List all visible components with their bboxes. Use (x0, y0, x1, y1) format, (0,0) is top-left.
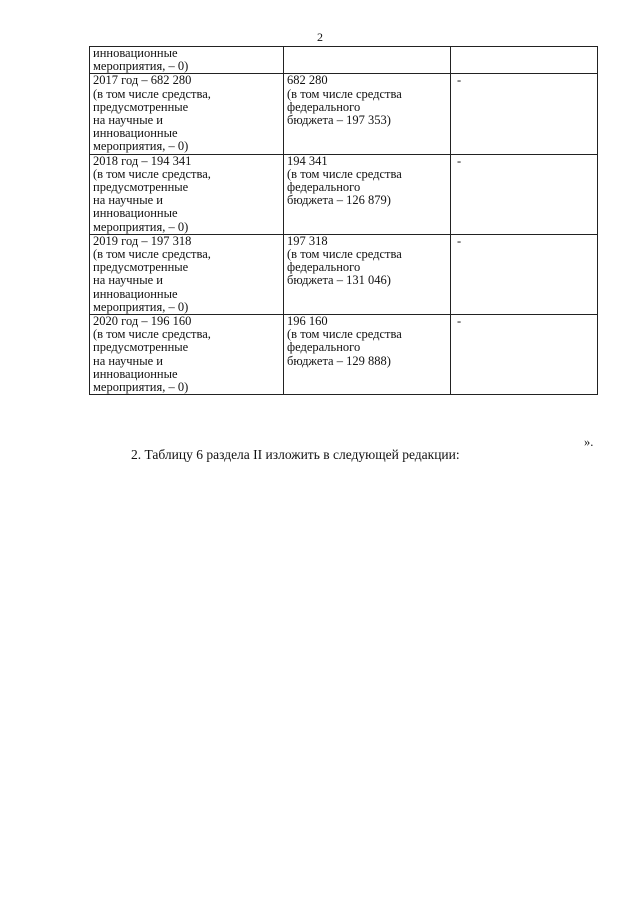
cell-dash: - (457, 233, 462, 248)
table-row (90, 74, 598, 154)
cell-line: предусмотренные (93, 99, 189, 114)
cell-line: 2019 год – 197 318 (93, 233, 192, 248)
year-total-cell (90, 74, 284, 154)
cell-line: на научные и (93, 193, 163, 208)
table-row (90, 234, 598, 314)
cell-line: инновационные (93, 126, 178, 141)
cell-line: бюджета – 126 879) (287, 193, 391, 208)
year-total-cell (90, 154, 284, 234)
cell-line: мероприятия, – 0) (93, 59, 189, 74)
cell-dash: - (457, 73, 462, 88)
cell-line: мероприятия, – 0) (93, 299, 189, 314)
cell-line: 196 160 (287, 314, 328, 329)
cell-line: предусмотренные (93, 180, 189, 195)
federal-budget-cell (284, 234, 451, 314)
cell-line: 194 341 (287, 153, 328, 168)
cell-line: мероприятия, – 0) (93, 139, 189, 154)
cell-line: на научные и (93, 113, 163, 128)
year-total-cell (90, 47, 284, 74)
cell-line: инновационные (93, 46, 178, 60)
other-source-cell (451, 74, 598, 154)
other-source-cell (451, 234, 598, 314)
cell-line: 2017 год – 682 280 (93, 73, 192, 88)
cell-line: 197 318 (287, 233, 328, 248)
cell-line: 2018 год – 194 341 (93, 153, 192, 168)
cell-line: бюджета – 131 046) (287, 273, 391, 288)
other-source-cell (451, 315, 598, 395)
cell-line: (в том числе средства (287, 327, 402, 342)
table-row (90, 154, 598, 234)
closing-quote: ». (584, 435, 594, 449)
cell-line: на научные и (93, 273, 163, 288)
cell-dash: - (457, 314, 462, 329)
cell-line: (в том числе средства, (93, 86, 211, 101)
cell-line: бюджета – 129 888) (287, 353, 391, 368)
cell-line: инновационные (93, 206, 178, 221)
cell-line: на научные и (93, 353, 163, 368)
federal-budget-cell (284, 74, 451, 154)
other-source-cell (451, 47, 598, 74)
cell-line: инновационные (93, 286, 178, 301)
cell-line: бюджета – 197 353) (287, 113, 391, 128)
page-number: 2 (317, 30, 323, 44)
instruction-paragraph: 2. Таблицу 6 раздела II изложить в следующей редакции: (131, 447, 460, 462)
federal-budget-cell (284, 315, 451, 395)
table-row (90, 315, 598, 395)
cell-line: предусмотренные (93, 340, 189, 355)
other-source-cell (451, 154, 598, 234)
cell-line: 2020 год – 196 160 (93, 314, 192, 329)
cell-line: федерального (287, 99, 361, 114)
cell-line: (в том числе средства, (93, 166, 211, 181)
cell-line: (в том числе средства (287, 86, 402, 101)
cell-line: (в том числе средства, (93, 327, 211, 342)
cell-line: федерального (287, 340, 361, 355)
year-total-cell (90, 315, 284, 395)
cell-line: предусмотренные (93, 260, 189, 275)
budget-table (89, 46, 598, 395)
cell-line: (в том числе средства (287, 247, 402, 262)
cell-line: мероприятия, – 0) (93, 219, 189, 234)
cell-line: федерального (287, 260, 361, 275)
table-row (90, 47, 598, 74)
cell-line: федерального (287, 180, 361, 195)
federal-budget-cell (284, 154, 451, 234)
budget-table-body (90, 47, 598, 395)
cell-line: 682 280 (287, 73, 328, 88)
cell-line: (в том числе средства (287, 166, 402, 181)
cell-line: мероприятия, – 0) (93, 380, 189, 395)
federal-budget-cell (284, 47, 451, 74)
cell-line: (в том числе средства, (93, 247, 211, 262)
cell-line: инновационные (93, 366, 178, 381)
cell-dash: - (457, 153, 462, 168)
year-total-cell (90, 234, 284, 314)
